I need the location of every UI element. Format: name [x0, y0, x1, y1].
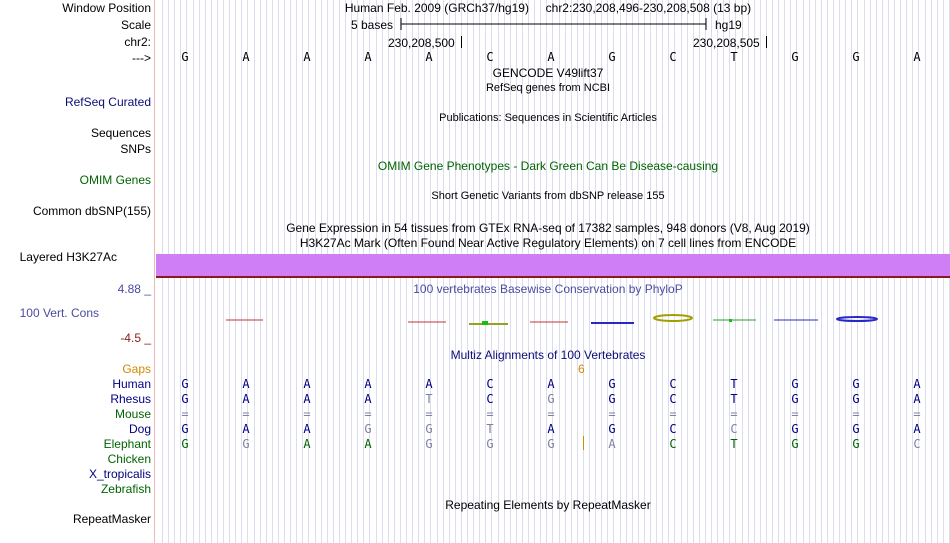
- vert-cons-label[interactable]: 100 Vert. Cons: [19, 306, 99, 320]
- common-dbsnp-label[interactable]: Common dbSNP(155): [32, 204, 151, 218]
- base-letter: A: [303, 50, 311, 64]
- alignment-base: G: [791, 377, 799, 391]
- alignment-base: =: [242, 407, 250, 421]
- alignment-base: G: [608, 422, 616, 436]
- scale-text: 5 bases: [351, 18, 394, 32]
- base-letter: G: [852, 50, 860, 64]
- alignment-base: G: [852, 422, 860, 436]
- alignment-base: C: [669, 437, 677, 451]
- alignment-base: G: [852, 437, 860, 451]
- side-label-column: [0, 0, 155, 543]
- species-label-chicken[interactable]: Chicken: [107, 452, 151, 466]
- phylop-mark: [837, 317, 877, 321]
- alignment-base: A: [303, 392, 311, 406]
- gencode-title[interactable]: GENCODE V49lift37: [492, 66, 604, 80]
- phylop-max-label: 4.88 _: [117, 282, 151, 296]
- db-text: hg19: [715, 18, 742, 32]
- track-image-area[interactable]: [156, 0, 950, 543]
- alignment-base: C: [486, 392, 494, 406]
- alignment-base: =: [181, 407, 189, 421]
- phylop-mark: [482, 321, 488, 325]
- alignment-base: G: [547, 437, 555, 451]
- window-position-label: Window Position: [62, 1, 151, 15]
- alignment-base: =: [547, 407, 555, 421]
- alignment-base: G: [791, 437, 799, 451]
- alignment-base: C: [730, 422, 738, 436]
- omim-title[interactable]: OMIM Gene Phenotypes - Dark Green Can Be Disease-causing: [377, 159, 719, 173]
- base-letter: C: [486, 50, 494, 64]
- repeatmasker-title[interactable]: Repeating Elements by RepeatMasker: [445, 498, 651, 512]
- phylop-conservation-marks: [156, 300, 950, 340]
- coord-left: 230,208,500: [388, 36, 455, 50]
- alignment-base: A: [242, 377, 250, 391]
- coord-left-tick: [461, 36, 462, 48]
- alignment-base: C: [913, 437, 921, 451]
- alignment-base: G: [547, 392, 555, 406]
- alignment-base: T: [425, 392, 433, 406]
- base-letter: A: [425, 50, 433, 64]
- species-label-dog[interactable]: Dog: [128, 422, 151, 436]
- alignment-base: T: [486, 422, 494, 436]
- alignment-base: G: [242, 437, 250, 451]
- alignment-base: C: [669, 392, 677, 406]
- alignment-base: C: [486, 377, 494, 391]
- base-letter: A: [364, 50, 372, 64]
- alignment-base: T: [730, 377, 738, 391]
- alignment-base: A: [242, 392, 250, 406]
- h3k27ac-signal-bar[interactable]: [156, 254, 950, 278]
- publications-title[interactable]: Publications: Sequences in Scientific Articles: [439, 112, 657, 124]
- species-label-human[interactable]: Human: [112, 377, 151, 391]
- refseq-title[interactable]: RefSeq genes from NCBI: [485, 82, 611, 94]
- gaps-label[interactable]: Gaps: [122, 362, 151, 376]
- alignment-base: G: [181, 377, 189, 391]
- coord-right: 230,208,505: [693, 36, 760, 50]
- assembly-text: Human Feb. 2009 (GRCh37/hg19): [344, 1, 529, 15]
- h3k27ac-title[interactable]: H3K27Ac Mark (Often Found Near Active Regulatory Elements) on 7 cell lines from ENCODE: [299, 236, 797, 250]
- dbsnp-title[interactable]: Short Genetic Variants from dbSNP release 155: [431, 190, 665, 202]
- repeatmasker-label[interactable]: RepeatMasker: [72, 512, 151, 526]
- base-letter: A: [547, 50, 555, 64]
- alignment-base: =: [425, 407, 433, 421]
- alignment-base: A: [364, 392, 372, 406]
- coord-right-tick: [766, 36, 767, 48]
- chromosome-label: chr2:: [124, 35, 151, 49]
- base-letter: C: [669, 50, 677, 64]
- base-letter: G: [608, 50, 616, 64]
- range-text: chr2:230,208,496-230,208,508 (13 bp): [545, 1, 752, 15]
- alignment-base: =: [608, 407, 616, 421]
- alignment-base: A: [913, 377, 921, 391]
- alignment-base: A: [547, 422, 555, 436]
- base-letter: T: [730, 50, 738, 64]
- gap-count: 6: [578, 362, 585, 376]
- alignment-base: G: [364, 422, 372, 436]
- phylop-min-label: -4.5 _: [120, 331, 151, 345]
- alignment-base: =: [730, 407, 738, 421]
- alignment-base: =: [913, 407, 921, 421]
- alignment-base: =: [303, 407, 311, 421]
- multiz-title[interactable]: Multiz Alignments of 100 Vertebrates: [450, 348, 646, 362]
- alignment-base: G: [181, 422, 189, 436]
- refseq-curated-label[interactable]: RefSeq Curated: [64, 95, 151, 109]
- species-label-x_tropicalis[interactable]: X_tropicalis: [88, 467, 151, 481]
- alignment-base: T: [730, 437, 738, 451]
- species-label-rhesus[interactable]: Rhesus: [110, 392, 151, 406]
- snps-label[interactable]: SNPs: [120, 142, 151, 156]
- sequences-label[interactable]: Sequences: [90, 126, 151, 140]
- alignment-base: =: [791, 407, 799, 421]
- omim-genes-label[interactable]: OMIM Genes: [79, 173, 151, 187]
- alignment-base: A: [608, 437, 616, 451]
- layered-h3k27ac-label[interactable]: Layered H3K27Ac: [19, 250, 117, 264]
- alignment-base: A: [364, 437, 372, 451]
- species-label-elephant[interactable]: Elephant: [103, 437, 151, 451]
- alignment-base: G: [791, 392, 799, 406]
- alignment-base: G: [181, 392, 189, 406]
- alignment-base: C: [669, 377, 677, 391]
- base-letter: A: [913, 50, 921, 64]
- alignment-base: A: [303, 437, 311, 451]
- alignment-base: =: [669, 407, 677, 421]
- alignment-base: A: [242, 422, 250, 436]
- alignment-base: G: [852, 377, 860, 391]
- species-label-zebrafish[interactable]: Zebrafish: [100, 482, 151, 496]
- phylop-mark: [729, 319, 732, 322]
- species-label-mouse[interactable]: Mouse: [114, 407, 151, 421]
- alignment-base: G: [852, 392, 860, 406]
- alignment-base: A: [364, 377, 372, 391]
- alignment-base: A: [547, 377, 555, 391]
- alignment-base: A: [303, 422, 311, 436]
- base-letter: G: [791, 50, 799, 64]
- scale-label: Scale: [120, 18, 151, 32]
- strand-label: --->: [132, 51, 151, 65]
- alignment-base: C: [669, 422, 677, 436]
- alignment-base: A: [913, 392, 921, 406]
- alignment-base: A: [425, 377, 433, 391]
- alignment-base: G: [425, 437, 433, 451]
- alignment-base: G: [425, 422, 433, 436]
- alignment-base: =: [852, 407, 860, 421]
- alignment-base: =: [364, 407, 372, 421]
- alignment-base: A: [303, 377, 311, 391]
- base-letter: A: [242, 50, 250, 64]
- alignment-base: G: [608, 392, 616, 406]
- gap-marker: [583, 436, 584, 450]
- alignment-base: =: [486, 407, 494, 421]
- base-letter: G: [181, 50, 189, 64]
- alignment-base: G: [608, 377, 616, 391]
- alignment-base: G: [791, 422, 799, 436]
- alignment-base: G: [181, 437, 189, 451]
- alignment-base: T: [730, 392, 738, 406]
- phylop-mark: [654, 315, 692, 321]
- alignment-base: G: [486, 437, 494, 451]
- alignment-base: A: [913, 422, 921, 436]
- gtex-title[interactable]: Gene Expression in 54 tissues from GTEx RNA-seq of 17382 samples, 948 donors (V8, Aug 2019): [286, 221, 810, 235]
- phylop-title[interactable]: 100 vertebrates Basewise Conservation by PhyloP: [413, 282, 683, 296]
